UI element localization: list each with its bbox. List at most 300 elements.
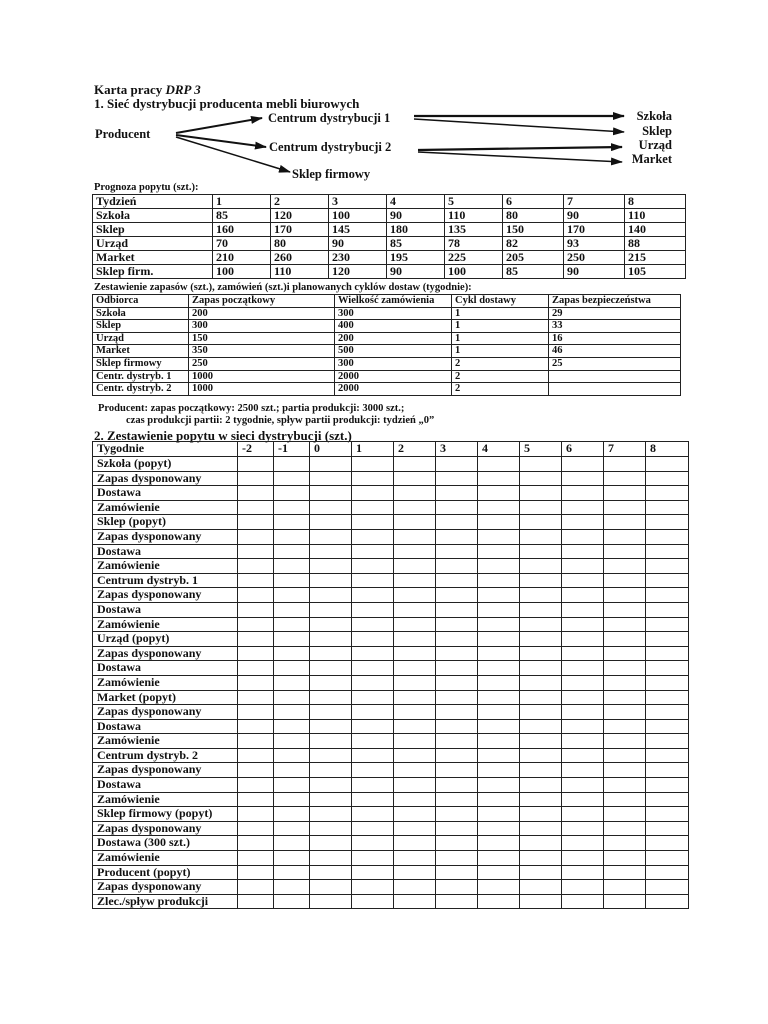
plan-empty-cell[interactable] xyxy=(352,529,394,544)
plan-empty-cell[interactable] xyxy=(274,559,310,574)
plan-empty-cell[interactable] xyxy=(604,851,646,866)
plan-empty-cell[interactable] xyxy=(310,719,352,734)
plan-empty-cell[interactable] xyxy=(562,734,604,749)
plan-empty-cell[interactable] xyxy=(238,821,274,836)
plan-empty-cell[interactable] xyxy=(562,675,604,690)
plan-empty-cell[interactable] xyxy=(352,515,394,530)
plan-empty-cell[interactable] xyxy=(436,588,478,603)
plan-empty-cell[interactable] xyxy=(646,500,689,515)
plan-empty-cell[interactable] xyxy=(310,792,352,807)
plan-empty-cell[interactable] xyxy=(436,690,478,705)
plan-empty-cell[interactable] xyxy=(646,646,689,661)
plan-empty-cell[interactable] xyxy=(436,602,478,617)
plan-empty-cell[interactable] xyxy=(604,500,646,515)
plan-empty-cell[interactable] xyxy=(604,865,646,880)
plan-empty-cell[interactable] xyxy=(310,690,352,705)
plan-empty-cell[interactable] xyxy=(310,821,352,836)
plan-empty-cell[interactable] xyxy=(562,880,604,895)
plan-empty-cell[interactable] xyxy=(310,617,352,632)
plan-empty-cell[interactable] xyxy=(646,632,689,647)
plan-empty-cell[interactable] xyxy=(520,602,562,617)
plan-empty-cell[interactable] xyxy=(562,778,604,793)
plan-empty-cell[interactable] xyxy=(562,661,604,676)
plan-empty-cell[interactable] xyxy=(478,515,520,530)
plan-empty-cell[interactable] xyxy=(352,661,394,676)
plan-empty-cell[interactable] xyxy=(520,471,562,486)
plan-empty-cell[interactable] xyxy=(562,705,604,720)
plan-empty-cell[interactable] xyxy=(352,880,394,895)
plan-empty-cell[interactable] xyxy=(310,559,352,574)
plan-empty-cell[interactable] xyxy=(604,544,646,559)
plan-empty-cell[interactable] xyxy=(238,865,274,880)
plan-empty-cell[interactable] xyxy=(394,573,436,588)
plan-empty-cell[interactable] xyxy=(436,807,478,822)
plan-empty-cell[interactable] xyxy=(238,807,274,822)
plan-empty-cell[interactable] xyxy=(478,617,520,632)
plan-empty-cell[interactable] xyxy=(238,748,274,763)
plan-empty-cell[interactable] xyxy=(646,807,689,822)
plan-empty-cell[interactable] xyxy=(562,602,604,617)
plan-empty-cell[interactable] xyxy=(238,792,274,807)
plan-empty-cell[interactable] xyxy=(604,763,646,778)
plan-empty-cell[interactable] xyxy=(520,500,562,515)
plan-empty-cell[interactable] xyxy=(646,880,689,895)
plan-empty-cell[interactable] xyxy=(646,763,689,778)
plan-empty-cell[interactable] xyxy=(478,851,520,866)
plan-empty-cell[interactable] xyxy=(478,675,520,690)
plan-empty-cell[interactable] xyxy=(352,690,394,705)
plan-empty-cell[interactable] xyxy=(394,734,436,749)
plan-empty-cell[interactable] xyxy=(520,851,562,866)
plan-empty-cell[interactable] xyxy=(352,588,394,603)
plan-empty-cell[interactable] xyxy=(520,457,562,472)
plan-empty-cell[interactable] xyxy=(274,617,310,632)
plan-empty-cell[interactable] xyxy=(604,471,646,486)
plan-empty-cell[interactable] xyxy=(310,515,352,530)
plan-empty-cell[interactable] xyxy=(520,763,562,778)
plan-empty-cell[interactable] xyxy=(436,719,478,734)
plan-empty-cell[interactable] xyxy=(394,851,436,866)
plan-empty-cell[interactable] xyxy=(274,573,310,588)
plan-empty-cell[interactable] xyxy=(352,748,394,763)
plan-empty-cell[interactable] xyxy=(646,573,689,588)
plan-empty-cell[interactable] xyxy=(478,865,520,880)
plan-empty-cell[interactable] xyxy=(478,602,520,617)
plan-empty-cell[interactable] xyxy=(310,778,352,793)
plan-empty-cell[interactable] xyxy=(520,544,562,559)
plan-empty-cell[interactable] xyxy=(394,836,436,851)
plan-empty-cell[interactable] xyxy=(436,515,478,530)
plan-empty-cell[interactable] xyxy=(478,573,520,588)
plan-empty-cell[interactable] xyxy=(562,763,604,778)
plan-empty-cell[interactable] xyxy=(352,457,394,472)
plan-empty-cell[interactable] xyxy=(274,500,310,515)
plan-empty-cell[interactable] xyxy=(520,646,562,661)
plan-empty-cell[interactable] xyxy=(394,807,436,822)
plan-empty-cell[interactable] xyxy=(520,748,562,763)
plan-empty-cell[interactable] xyxy=(274,880,310,895)
plan-empty-cell[interactable] xyxy=(646,471,689,486)
plan-empty-cell[interactable] xyxy=(562,457,604,472)
plan-empty-cell[interactable] xyxy=(238,515,274,530)
plan-empty-cell[interactable] xyxy=(520,529,562,544)
plan-empty-cell[interactable] xyxy=(310,457,352,472)
plan-empty-cell[interactable] xyxy=(478,500,520,515)
plan-empty-cell[interactable] xyxy=(646,602,689,617)
plan-empty-cell[interactable] xyxy=(310,646,352,661)
plan-empty-cell[interactable] xyxy=(310,734,352,749)
plan-empty-cell[interactable] xyxy=(352,734,394,749)
plan-empty-cell[interactable] xyxy=(238,734,274,749)
plan-empty-cell[interactable] xyxy=(352,573,394,588)
plan-empty-cell[interactable] xyxy=(310,705,352,720)
plan-empty-cell[interactable] xyxy=(562,573,604,588)
plan-empty-cell[interactable] xyxy=(238,544,274,559)
plan-empty-cell[interactable] xyxy=(238,602,274,617)
plan-empty-cell[interactable] xyxy=(562,690,604,705)
plan-empty-cell[interactable] xyxy=(310,573,352,588)
plan-empty-cell[interactable] xyxy=(274,705,310,720)
plan-empty-cell[interactable] xyxy=(238,763,274,778)
plan-empty-cell[interactable] xyxy=(478,471,520,486)
plan-empty-cell[interactable] xyxy=(562,486,604,501)
plan-empty-cell[interactable] xyxy=(436,573,478,588)
plan-empty-cell[interactable] xyxy=(520,690,562,705)
plan-empty-cell[interactable] xyxy=(274,690,310,705)
plan-empty-cell[interactable] xyxy=(352,500,394,515)
plan-empty-cell[interactable] xyxy=(238,661,274,676)
plan-empty-cell[interactable] xyxy=(394,675,436,690)
plan-empty-cell[interactable] xyxy=(274,632,310,647)
plan-empty-cell[interactable] xyxy=(646,865,689,880)
plan-empty-cell[interactable] xyxy=(478,559,520,574)
plan-empty-cell[interactable] xyxy=(646,675,689,690)
plan-empty-cell[interactable] xyxy=(604,807,646,822)
plan-empty-cell[interactable] xyxy=(436,865,478,880)
plan-empty-cell[interactable] xyxy=(436,632,478,647)
plan-empty-cell[interactable] xyxy=(604,486,646,501)
plan-empty-cell[interactable] xyxy=(238,559,274,574)
plan-empty-cell[interactable] xyxy=(604,457,646,472)
plan-empty-cell[interactable] xyxy=(646,836,689,851)
plan-empty-cell[interactable] xyxy=(646,559,689,574)
plan-empty-cell[interactable] xyxy=(646,457,689,472)
plan-empty-cell[interactable] xyxy=(562,632,604,647)
plan-empty-cell[interactable] xyxy=(238,632,274,647)
plan-empty-cell[interactable] xyxy=(238,588,274,603)
plan-empty-cell[interactable] xyxy=(562,500,604,515)
plan-empty-cell[interactable] xyxy=(478,529,520,544)
plan-empty-cell[interactable] xyxy=(352,559,394,574)
plan-empty-cell[interactable] xyxy=(310,661,352,676)
plan-empty-cell[interactable] xyxy=(478,734,520,749)
plan-empty-cell[interactable] xyxy=(352,719,394,734)
plan-empty-cell[interactable] xyxy=(646,486,689,501)
plan-empty-cell[interactable] xyxy=(646,617,689,632)
plan-empty-cell[interactable] xyxy=(238,719,274,734)
plan-empty-cell[interactable] xyxy=(310,544,352,559)
plan-empty-cell[interactable] xyxy=(478,646,520,661)
plan-empty-cell[interactable] xyxy=(520,573,562,588)
plan-empty-cell[interactable] xyxy=(478,632,520,647)
plan-empty-cell[interactable] xyxy=(394,500,436,515)
plan-empty-cell[interactable] xyxy=(352,646,394,661)
plan-empty-cell[interactable] xyxy=(604,573,646,588)
plan-empty-cell[interactable] xyxy=(274,851,310,866)
plan-empty-cell[interactable] xyxy=(436,646,478,661)
plan-empty-cell[interactable] xyxy=(604,894,646,909)
plan-empty-cell[interactable] xyxy=(436,486,478,501)
plan-empty-cell[interactable] xyxy=(646,544,689,559)
plan-empty-cell[interactable] xyxy=(520,486,562,501)
plan-empty-cell[interactable] xyxy=(352,763,394,778)
plan-empty-cell[interactable] xyxy=(352,865,394,880)
plan-empty-cell[interactable] xyxy=(562,894,604,909)
plan-empty-cell[interactable] xyxy=(604,515,646,530)
plan-empty-cell[interactable] xyxy=(394,719,436,734)
plan-empty-cell[interactable] xyxy=(394,821,436,836)
plan-empty-cell[interactable] xyxy=(394,529,436,544)
plan-empty-cell[interactable] xyxy=(520,661,562,676)
plan-empty-cell[interactable] xyxy=(274,529,310,544)
plan-empty-cell[interactable] xyxy=(238,617,274,632)
plan-empty-cell[interactable] xyxy=(520,894,562,909)
plan-empty-cell[interactable] xyxy=(646,748,689,763)
plan-empty-cell[interactable] xyxy=(352,705,394,720)
plan-empty-cell[interactable] xyxy=(520,559,562,574)
plan-empty-cell[interactable] xyxy=(394,486,436,501)
plan-empty-cell[interactable] xyxy=(352,792,394,807)
plan-empty-cell[interactable] xyxy=(562,617,604,632)
plan-empty-cell[interactable] xyxy=(352,821,394,836)
plan-empty-cell[interactable] xyxy=(604,880,646,895)
plan-empty-cell[interactable] xyxy=(562,836,604,851)
plan-empty-cell[interactable] xyxy=(274,792,310,807)
plan-empty-cell[interactable] xyxy=(436,529,478,544)
plan-empty-cell[interactable] xyxy=(394,778,436,793)
plan-empty-cell[interactable] xyxy=(646,821,689,836)
plan-empty-cell[interactable] xyxy=(238,836,274,851)
plan-empty-cell[interactable] xyxy=(352,602,394,617)
plan-empty-cell[interactable] xyxy=(274,661,310,676)
plan-empty-cell[interactable] xyxy=(604,690,646,705)
plan-empty-cell[interactable] xyxy=(520,719,562,734)
plan-empty-cell[interactable] xyxy=(310,675,352,690)
plan-empty-cell[interactable] xyxy=(520,836,562,851)
plan-empty-cell[interactable] xyxy=(394,705,436,720)
plan-empty-cell[interactable] xyxy=(562,529,604,544)
plan-empty-cell[interactable] xyxy=(478,705,520,720)
plan-empty-cell[interactable] xyxy=(352,632,394,647)
plan-empty-cell[interactable] xyxy=(604,778,646,793)
plan-empty-cell[interactable] xyxy=(646,690,689,705)
plan-empty-cell[interactable] xyxy=(310,486,352,501)
plan-empty-cell[interactable] xyxy=(520,515,562,530)
plan-empty-cell[interactable] xyxy=(274,457,310,472)
plan-empty-cell[interactable] xyxy=(562,821,604,836)
plan-empty-cell[interactable] xyxy=(274,471,310,486)
plan-empty-cell[interactable] xyxy=(562,851,604,866)
plan-empty-cell[interactable] xyxy=(478,821,520,836)
plan-empty-cell[interactable] xyxy=(436,778,478,793)
plan-empty-cell[interactable] xyxy=(478,894,520,909)
plan-empty-cell[interactable] xyxy=(478,792,520,807)
plan-empty-cell[interactable] xyxy=(238,646,274,661)
plan-empty-cell[interactable] xyxy=(274,778,310,793)
plan-empty-cell[interactable] xyxy=(604,675,646,690)
plan-empty-cell[interactable] xyxy=(604,588,646,603)
plan-empty-cell[interactable] xyxy=(646,851,689,866)
plan-empty-cell[interactable] xyxy=(310,529,352,544)
plan-empty-cell[interactable] xyxy=(520,865,562,880)
plan-empty-cell[interactable] xyxy=(394,748,436,763)
plan-empty-cell[interactable] xyxy=(394,588,436,603)
plan-empty-cell[interactable] xyxy=(394,763,436,778)
plan-empty-cell[interactable] xyxy=(562,646,604,661)
plan-empty-cell[interactable] xyxy=(478,880,520,895)
plan-empty-cell[interactable] xyxy=(436,471,478,486)
plan-empty-cell[interactable] xyxy=(604,617,646,632)
plan-empty-cell[interactable] xyxy=(310,602,352,617)
plan-empty-cell[interactable] xyxy=(352,544,394,559)
plan-empty-cell[interactable] xyxy=(436,851,478,866)
plan-empty-cell[interactable] xyxy=(520,778,562,793)
plan-empty-cell[interactable] xyxy=(604,632,646,647)
plan-empty-cell[interactable] xyxy=(604,734,646,749)
plan-empty-cell[interactable] xyxy=(352,894,394,909)
plan-empty-cell[interactable] xyxy=(238,471,274,486)
plan-empty-cell[interactable] xyxy=(394,690,436,705)
plan-empty-cell[interactable] xyxy=(238,486,274,501)
plan-empty-cell[interactable] xyxy=(274,836,310,851)
plan-empty-cell[interactable] xyxy=(274,763,310,778)
plan-empty-cell[interactable] xyxy=(604,559,646,574)
plan-empty-cell[interactable] xyxy=(478,778,520,793)
plan-empty-cell[interactable] xyxy=(562,807,604,822)
plan-empty-cell[interactable] xyxy=(436,675,478,690)
plan-empty-cell[interactable] xyxy=(352,807,394,822)
plan-empty-cell[interactable] xyxy=(436,544,478,559)
plan-empty-cell[interactable] xyxy=(274,515,310,530)
plan-empty-cell[interactable] xyxy=(352,675,394,690)
plan-empty-cell[interactable] xyxy=(520,821,562,836)
plan-empty-cell[interactable] xyxy=(604,821,646,836)
plan-empty-cell[interactable] xyxy=(352,617,394,632)
plan-empty-cell[interactable] xyxy=(562,559,604,574)
plan-empty-cell[interactable] xyxy=(478,588,520,603)
plan-empty-cell[interactable] xyxy=(646,705,689,720)
plan-empty-cell[interactable] xyxy=(562,719,604,734)
plan-empty-cell[interactable] xyxy=(238,690,274,705)
plan-empty-cell[interactable] xyxy=(394,457,436,472)
plan-empty-cell[interactable] xyxy=(310,851,352,866)
plan-empty-cell[interactable] xyxy=(310,471,352,486)
plan-empty-cell[interactable] xyxy=(238,778,274,793)
plan-empty-cell[interactable] xyxy=(436,500,478,515)
plan-empty-cell[interactable] xyxy=(352,471,394,486)
plan-empty-cell[interactable] xyxy=(604,705,646,720)
plan-empty-cell[interactable] xyxy=(310,588,352,603)
plan-empty-cell[interactable] xyxy=(436,457,478,472)
plan-empty-cell[interactable] xyxy=(274,865,310,880)
plan-empty-cell[interactable] xyxy=(238,705,274,720)
plan-empty-cell[interactable] xyxy=(238,529,274,544)
plan-empty-cell[interactable] xyxy=(646,894,689,909)
plan-empty-cell[interactable] xyxy=(352,486,394,501)
plan-empty-cell[interactable] xyxy=(274,807,310,822)
plan-empty-cell[interactable] xyxy=(310,748,352,763)
plan-empty-cell[interactable] xyxy=(478,544,520,559)
plan-empty-cell[interactable] xyxy=(274,544,310,559)
plan-empty-cell[interactable] xyxy=(352,851,394,866)
plan-empty-cell[interactable] xyxy=(520,880,562,895)
plan-empty-cell[interactable] xyxy=(394,602,436,617)
plan-empty-cell[interactable] xyxy=(436,748,478,763)
plan-empty-cell[interactable] xyxy=(478,836,520,851)
plan-empty-cell[interactable] xyxy=(646,661,689,676)
plan-empty-cell[interactable] xyxy=(436,880,478,895)
plan-empty-cell[interactable] xyxy=(478,719,520,734)
plan-empty-cell[interactable] xyxy=(436,821,478,836)
plan-empty-cell[interactable] xyxy=(238,880,274,895)
plan-empty-cell[interactable] xyxy=(436,617,478,632)
plan-empty-cell[interactable] xyxy=(520,588,562,603)
plan-empty-cell[interactable] xyxy=(310,880,352,895)
plan-empty-cell[interactable] xyxy=(478,807,520,822)
plan-empty-cell[interactable] xyxy=(394,880,436,895)
plan-empty-cell[interactable] xyxy=(238,573,274,588)
plan-empty-cell[interactable] xyxy=(646,588,689,603)
plan-empty-cell[interactable] xyxy=(274,486,310,501)
plan-empty-cell[interactable] xyxy=(274,748,310,763)
plan-empty-cell[interactable] xyxy=(604,602,646,617)
plan-empty-cell[interactable] xyxy=(274,602,310,617)
plan-empty-cell[interactable] xyxy=(238,500,274,515)
plan-empty-cell[interactable] xyxy=(310,836,352,851)
plan-empty-cell[interactable] xyxy=(562,865,604,880)
plan-empty-cell[interactable] xyxy=(604,646,646,661)
plan-empty-cell[interactable] xyxy=(394,646,436,661)
plan-empty-cell[interactable] xyxy=(394,661,436,676)
plan-empty-cell[interactable] xyxy=(274,719,310,734)
plan-empty-cell[interactable] xyxy=(562,471,604,486)
plan-empty-cell[interactable] xyxy=(604,661,646,676)
plan-empty-cell[interactable] xyxy=(394,559,436,574)
plan-empty-cell[interactable] xyxy=(562,588,604,603)
plan-empty-cell[interactable] xyxy=(604,836,646,851)
plan-empty-cell[interactable] xyxy=(520,705,562,720)
plan-empty-cell[interactable] xyxy=(646,719,689,734)
plan-empty-cell[interactable] xyxy=(520,807,562,822)
plan-empty-cell[interactable] xyxy=(274,734,310,749)
plan-empty-cell[interactable] xyxy=(646,529,689,544)
plan-empty-cell[interactable] xyxy=(238,675,274,690)
plan-empty-cell[interactable] xyxy=(562,748,604,763)
plan-empty-cell[interactable] xyxy=(274,894,310,909)
plan-empty-cell[interactable] xyxy=(478,763,520,778)
plan-empty-cell[interactable] xyxy=(436,559,478,574)
plan-empty-cell[interactable] xyxy=(562,792,604,807)
plan-empty-cell[interactable] xyxy=(478,661,520,676)
plan-empty-cell[interactable] xyxy=(238,457,274,472)
plan-empty-cell[interactable] xyxy=(352,778,394,793)
plan-empty-cell[interactable] xyxy=(520,675,562,690)
plan-empty-cell[interactable] xyxy=(520,792,562,807)
plan-empty-cell[interactable] xyxy=(394,471,436,486)
plan-empty-cell[interactable] xyxy=(394,632,436,647)
plan-empty-cell[interactable] xyxy=(562,544,604,559)
plan-empty-cell[interactable] xyxy=(646,792,689,807)
